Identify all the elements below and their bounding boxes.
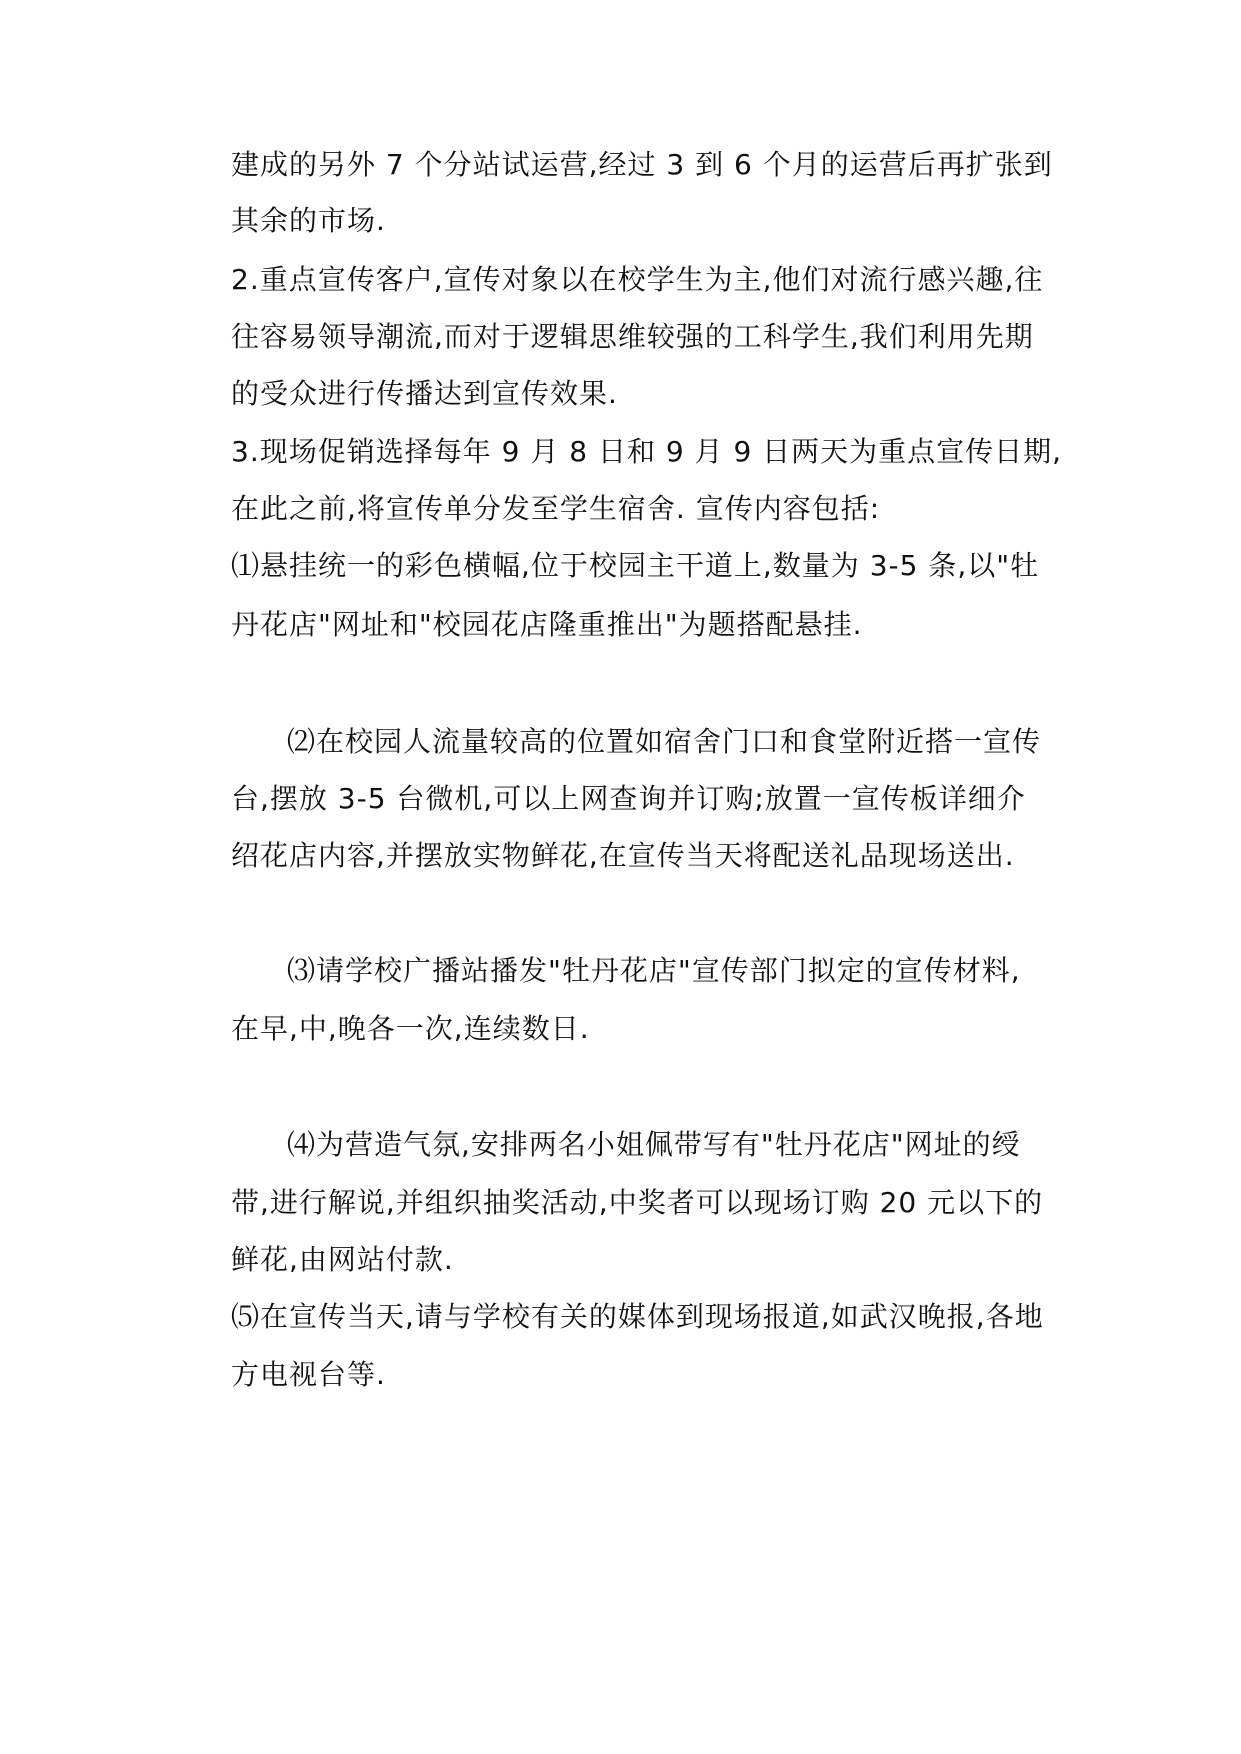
text-line: 在此之前,将宣传单分发至学生宿舍. 宣传内容包括: — [231, 492, 881, 525]
text-line: ⑵在校园人流量较高的位置如宿舍门口和食堂附近搭一宣传 — [287, 725, 1042, 758]
text-line: 台,摆放 3-5 台微机,可以上网查询并订购;放置一宣传板详细介 — [231, 782, 1026, 815]
text-line: 建成的另外 7 个分站试运营,经过 3 到 6 个月的运营后再扩张到 — [231, 148, 1053, 181]
text-line: 方电视台等. — [231, 1358, 386, 1391]
text-line: ⑴悬挂统一的彩色横幅,位于校园主干道上,数量为 3-5 条,以"牡 — [231, 549, 1040, 582]
text-line: 丹花店"网址和"校园花店隆重推出"为题搭配悬挂. — [231, 608, 863, 641]
text-line: ⑷为营造气氛,安排两名小姐佩带写有"牡丹花店"网址的绶 — [287, 1128, 1021, 1161]
text-line: 往容易领导潮流,而对于逻辑思维较强的工科学生,我们利用先期 — [231, 320, 1034, 353]
text-line: 在早,中,晚各一次,连续数日. — [231, 1012, 590, 1045]
text-line: 鲜花,由网站付款. — [231, 1243, 454, 1276]
text-line: ⑸在宣传当天,请与学校有关的媒体到现场报道,如武汉晚报,各地 — [231, 1300, 1044, 1333]
text-line: ⑶请学校广播站播发"牡丹花店"宣传部门拟定的宣传材料, — [287, 954, 1021, 987]
text-line: 2.重点宣传客户,宣传对象以在校学生为主,他们对流行感兴趣,往 — [231, 263, 1044, 296]
text-line: 3.现场促销选择每年 9 月 8 日和 9 月 9 日两天为重点宣传日期, — [231, 435, 1063, 468]
text-line: 其余的市场. — [231, 204, 386, 237]
text-line: 绍花店内容,并摆放实物鲜花,在宣传当天将配送礼品现场送出. — [231, 839, 1015, 872]
text-line: 的受众进行传播达到宣传效果. — [231, 377, 618, 410]
text-line: 带,进行解说,并组织抽奖活动,中奖者可以现场订购 20 元以下的 — [231, 1186, 1044, 1219]
